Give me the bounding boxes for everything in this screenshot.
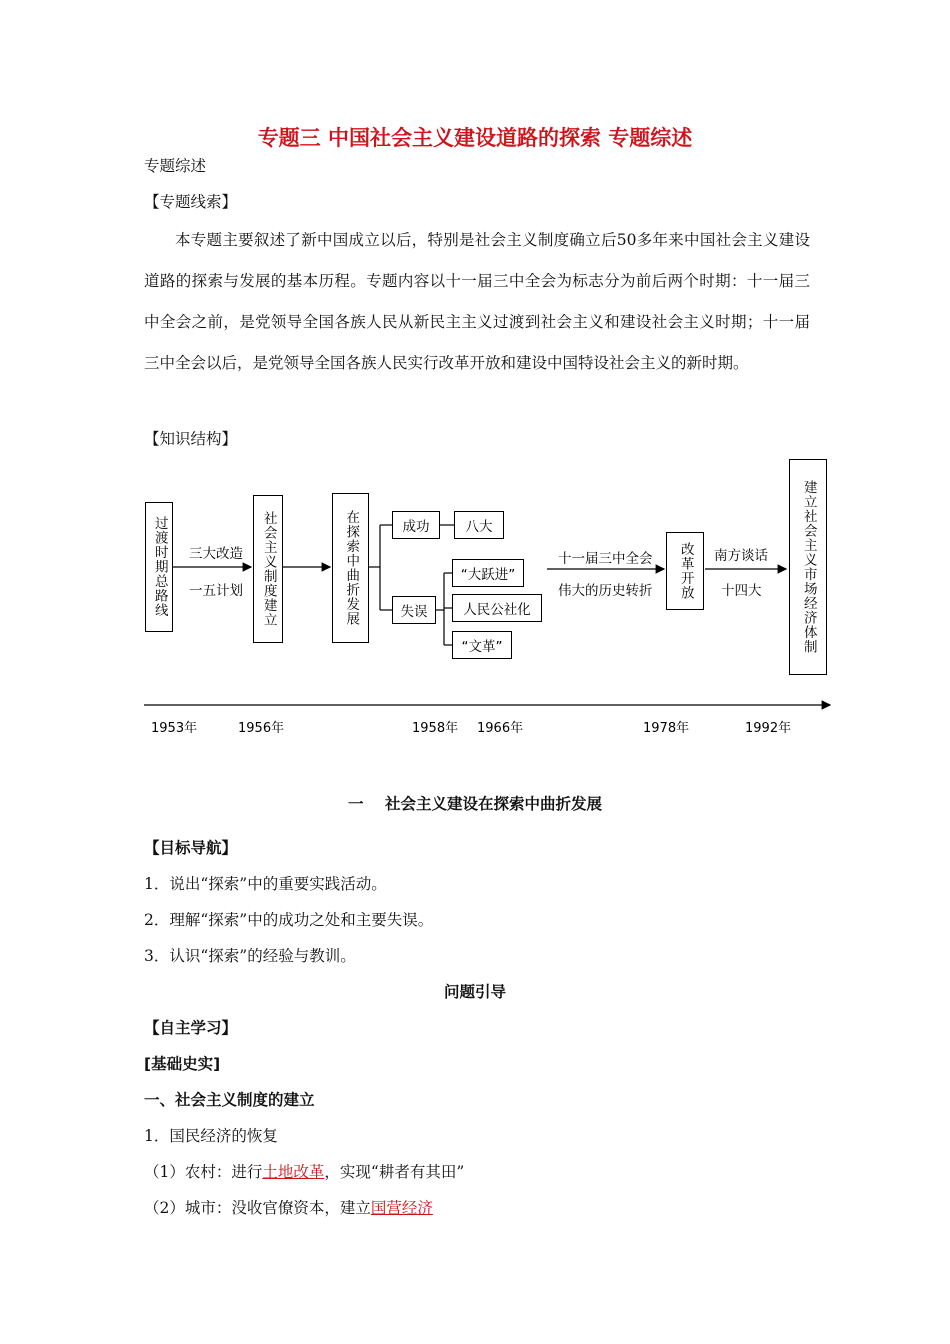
box-reform-opening: 改革开放	[666, 532, 704, 610]
box-socialism-established: 社会主义制度建立	[253, 495, 283, 643]
link-state-economy[interactable]: 国营经济	[370, 1199, 433, 1217]
subtitle: 专题综述	[144, 157, 207, 175]
label-three-reforms: 三大改造	[189, 546, 243, 562]
box-mistakes: 失误	[392, 596, 436, 624]
box-cultural-revolution: “文革”	[452, 631, 512, 659]
year-label: 1966年	[477, 721, 524, 736]
box-success: 成功	[392, 511, 440, 539]
goals-heading: 【目标导航】	[144, 839, 238, 857]
item-rural-suffix: ，实现“耕者有其田”	[324, 1163, 465, 1181]
label-fourteenth-congress: 十四大	[721, 583, 762, 599]
link-land-reform[interactable]: 土地改革	[262, 1163, 325, 1181]
box-transition-general-line: 过渡时期总路线	[145, 502, 173, 632]
goal-item: 2．理解“探索”中的成功之处和主要失误。	[144, 911, 434, 929]
label-southern-tour: 南方谈话	[714, 548, 768, 564]
year-label: 1956年	[238, 721, 285, 736]
box-great-leap-forward: “大跃进”	[452, 559, 524, 587]
self-study-heading: 【自主学习】	[144, 1019, 238, 1037]
box-peoples-communes: 人民公社化	[452, 594, 542, 622]
section-one-title: 一 社会主义建设在探索中曲折发展	[347, 795, 603, 813]
box-eighth-congress: 八大	[454, 511, 504, 539]
label-great-turn: 伟大的历史转折	[558, 583, 653, 599]
clue-heading: 【专题线索】	[144, 193, 238, 211]
item-rural	[144, 1160, 464, 1182]
item-urban-prefix: （2）城市：没收官僚资本，建立	[144, 1199, 371, 1217]
box-exploration: 在探索中曲折发展	[332, 493, 369, 643]
goal-item: 3．认识“探索”的经验与教训。	[144, 947, 356, 965]
page-title: 专题三 中国社会主义建设道路的探索 专题综述	[257, 126, 693, 150]
year-label: 1953年	[151, 721, 198, 736]
item-economy-recovery: 1．国民经济的恢复	[144, 1127, 278, 1145]
year-label: 1958年	[412, 721, 459, 736]
year-label: 1978年	[643, 721, 690, 736]
year-label: 1992年	[745, 721, 792, 736]
intro-paragraph: 本专题主要叙述了新中国成立以后，特别是社会主义制度确立后50多年来中国社会主义建设道路的探索与发展的基本历程。专题内容以十一届三中全会为标志分为前后两个时期：十一届三中全会之前，是党领导全国各族人民从新民主主义过渡到社会主义和建设社会主义时期；十一届三中全会以后，是党领导全国各族人民实行改革开放和建设中国特设社会主义的新时期。	[144, 231, 810, 372]
label-third-plenum: 十一届三中全会	[558, 551, 653, 567]
item-rural-prefix: （1）农村：进行	[144, 1163, 263, 1181]
goal-item: 1．说出“探索”中的重要实践活动。	[144, 875, 387, 893]
item-urban	[144, 1196, 433, 1218]
basic-facts-heading: [基础史实]	[144, 1055, 221, 1073]
structure-heading: 【知识结构】	[144, 430, 238, 448]
box-market-economy: 建立社会主义市场经济体制	[789, 459, 827, 675]
guide-heading: 问题引导	[443, 983, 506, 1001]
label-five-year-plan: 一五计划	[189, 583, 243, 599]
subsection-heading: 一、社会主义制度的建立	[144, 1091, 315, 1109]
